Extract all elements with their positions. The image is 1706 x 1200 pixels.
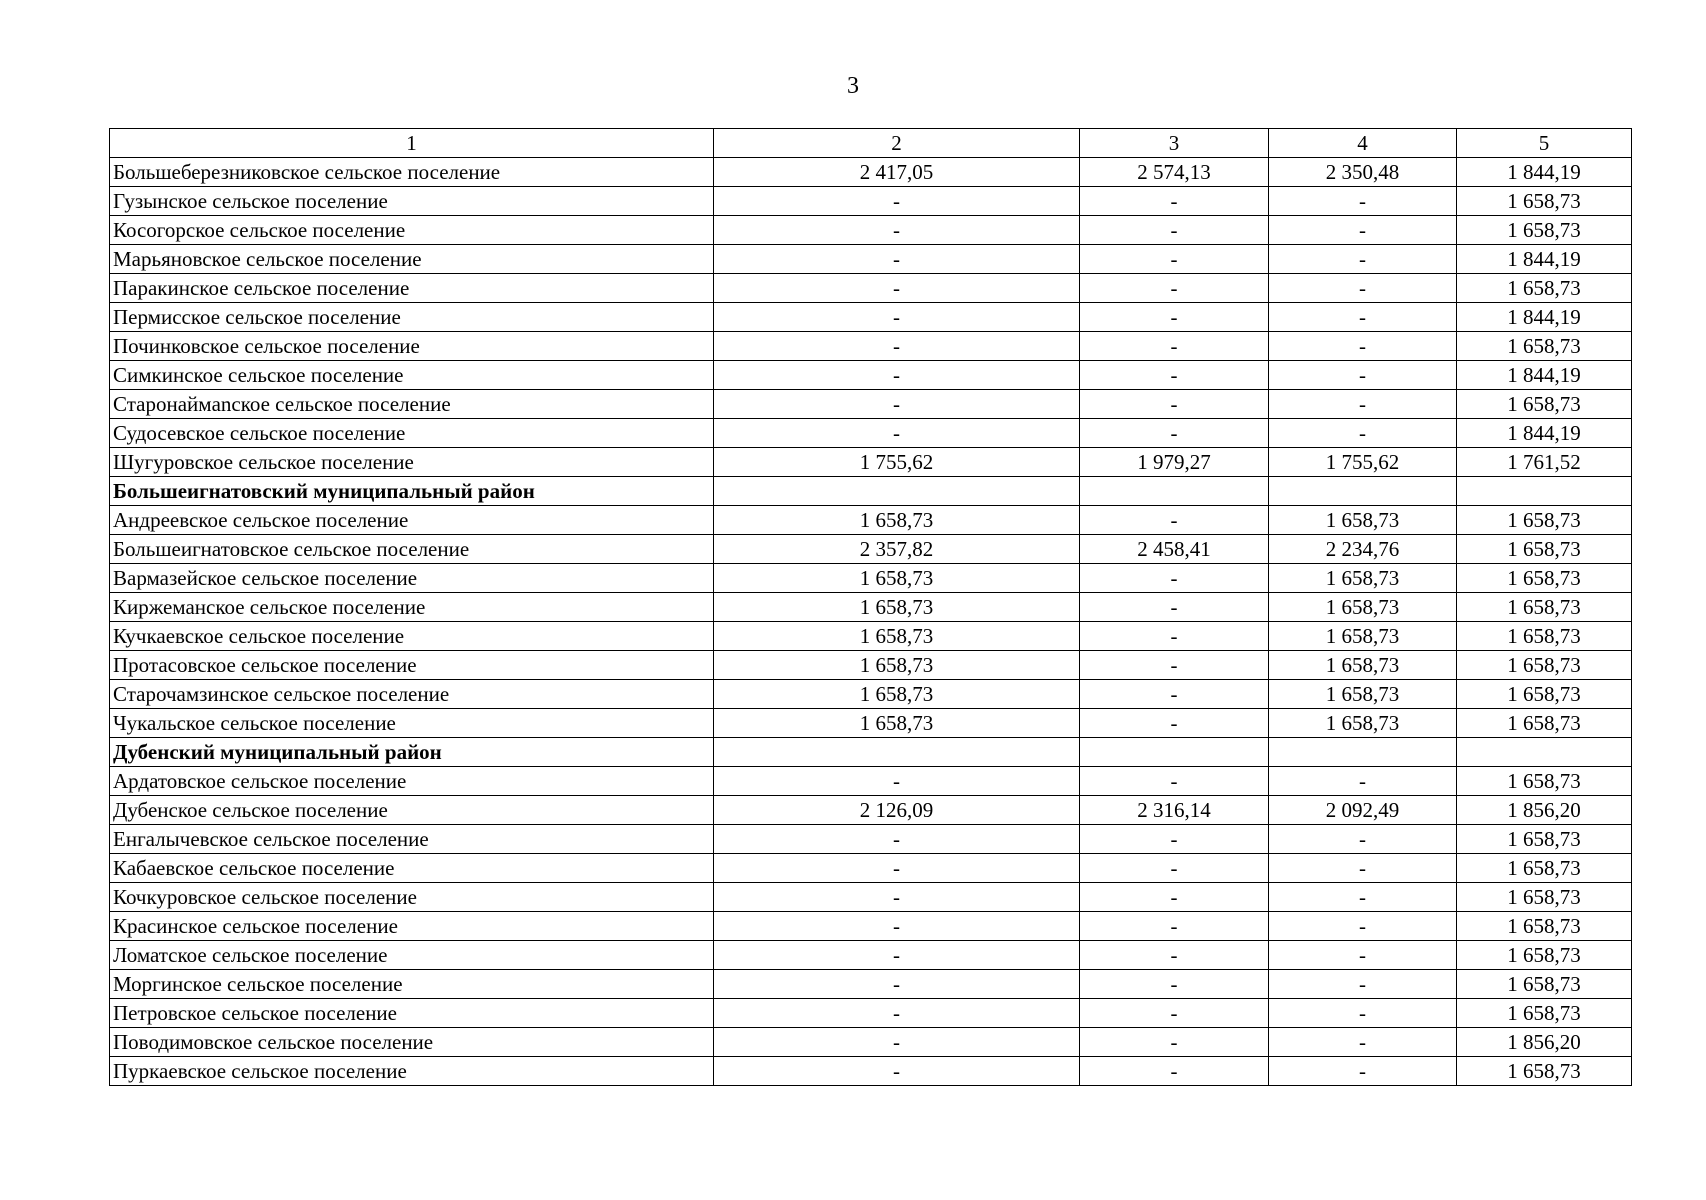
settlement-name: Кабаевское сельское поселение: [110, 854, 714, 883]
value-col-3: -: [1080, 187, 1269, 216]
table-row: [110, 361, 1632, 390]
value-col-2: -: [714, 999, 1080, 1028]
value-col-4: 2 350,48: [1269, 158, 1457, 187]
table-row: [110, 390, 1632, 419]
table-row: [110, 941, 1632, 970]
value-col-5: 1 658,73: [1457, 390, 1632, 419]
column-number-5: 5: [1457, 129, 1632, 158]
table-row: [110, 767, 1632, 796]
value-col-5: 1 658,73: [1457, 680, 1632, 709]
table-row: [110, 999, 1632, 1028]
value-col-2: -: [714, 767, 1080, 796]
value-col-2: 1 658,73: [714, 680, 1080, 709]
value-col-3: -: [1080, 506, 1269, 535]
value-col-2: -: [714, 883, 1080, 912]
settlement-name: Шугуровское сельское поселение: [110, 448, 714, 477]
value-col-5: 1 658,73: [1457, 825, 1632, 854]
value-col-3: 2 574,13: [1080, 158, 1269, 187]
settlement-name: Ломатское сельское поселение: [110, 941, 714, 970]
settlement-name: Паракинское сельское поселение: [110, 274, 714, 303]
value-col-2: 2 357,82: [714, 535, 1080, 564]
value-col-2: 1 755,62: [714, 448, 1080, 477]
settlement-name: Киржеманское сельское поселение: [110, 593, 714, 622]
value-col-3: 1 979,27: [1080, 448, 1269, 477]
settlement-name: Починковское сельское поселение: [110, 332, 714, 361]
page-number: 3: [847, 73, 859, 99]
value-col-2: -: [714, 970, 1080, 999]
table-row: [110, 1028, 1632, 1057]
table-row: [110, 796, 1632, 825]
value-col-5: 1 844,19: [1457, 419, 1632, 448]
value-col-5: 1 658,73: [1457, 332, 1632, 361]
section-row: [110, 738, 1632, 767]
table-row: [110, 622, 1632, 651]
value-col-4: 1 658,73: [1269, 506, 1457, 535]
settlement-name: Кочкуровское сельское поселение: [110, 883, 714, 912]
settlement-name: Судосевское сельское поселение: [110, 419, 714, 448]
value-col-5: 1 658,73: [1457, 564, 1632, 593]
value-col-4: -: [1269, 941, 1457, 970]
value-col-2: -: [714, 419, 1080, 448]
value-col-5: 1 856,20: [1457, 1028, 1632, 1057]
settlement-name: Поводимовское сельское поселение: [110, 1028, 714, 1057]
settlement-name: Старонаймanское сельское поселение: [110, 390, 714, 419]
value-col-4: 1 658,73: [1269, 680, 1457, 709]
value-col-2: -: [714, 216, 1080, 245]
value-col-2: -: [714, 274, 1080, 303]
table-row: [110, 912, 1632, 941]
table-row: [110, 680, 1632, 709]
value-col-5: [1457, 477, 1632, 506]
value-col-5: 1 658,73: [1457, 535, 1632, 564]
value-col-4: -: [1269, 854, 1457, 883]
table-row: [110, 245, 1632, 274]
value-col-5: 1 658,73: [1457, 187, 1632, 216]
value-col-3: -: [1080, 1057, 1269, 1086]
value-col-5: 1 658,73: [1457, 593, 1632, 622]
value-col-4: -: [1269, 303, 1457, 332]
table-row: [110, 1057, 1632, 1086]
table-row: [110, 970, 1632, 999]
settlement-name: Пуркаевское сельское поселение: [110, 1057, 714, 1086]
tariff-table: [109, 128, 1632, 1086]
value-col-5: 1 844,19: [1457, 303, 1632, 332]
value-col-3: -: [1080, 216, 1269, 245]
value-col-5: 1 844,19: [1457, 361, 1632, 390]
value-col-4: -: [1269, 216, 1457, 245]
value-col-3: [1080, 738, 1269, 767]
value-col-3: -: [1080, 825, 1269, 854]
table-row: [110, 651, 1632, 680]
value-col-5: 1 658,73: [1457, 883, 1632, 912]
settlement-name: Красинское сельское поселение: [110, 912, 714, 941]
value-col-2: 1 658,73: [714, 622, 1080, 651]
value-col-2: 2 126,09: [714, 796, 1080, 825]
table-row: [110, 883, 1632, 912]
table-row: [110, 187, 1632, 216]
value-col-3: -: [1080, 361, 1269, 390]
table-row: [110, 448, 1632, 477]
settlement-name: Гузынское сельское поселение: [110, 187, 714, 216]
value-col-4: 1 658,73: [1269, 622, 1457, 651]
value-col-5: 1 658,73: [1457, 651, 1632, 680]
value-col-3: -: [1080, 680, 1269, 709]
value-col-4: -: [1269, 390, 1457, 419]
value-col-3: [1080, 477, 1269, 506]
value-col-4: 2 234,76: [1269, 535, 1457, 564]
value-col-2: 1 658,73: [714, 651, 1080, 680]
column-number-3: 3: [1080, 129, 1269, 158]
settlement-name: Косогорское сельское поселение: [110, 216, 714, 245]
table-row: [110, 274, 1632, 303]
value-col-3: -: [1080, 564, 1269, 593]
value-col-5: 1 658,73: [1457, 1057, 1632, 1086]
value-col-4: -: [1269, 187, 1457, 216]
value-col-2: 1 658,73: [714, 709, 1080, 738]
settlement-name: Чукальское сельское поселение: [110, 709, 714, 738]
value-col-4: 1 658,73: [1269, 593, 1457, 622]
value-col-2: -: [714, 825, 1080, 854]
value-col-2: -: [714, 332, 1080, 361]
value-col-5: [1457, 738, 1632, 767]
settlement-name: Старочамзинское сельское поселение: [110, 680, 714, 709]
table-row: [110, 709, 1632, 738]
value-col-3: -: [1080, 912, 1269, 941]
settlement-name: Ардатовское сельское поселение: [110, 767, 714, 796]
district-name: Большеигнатовский муниципальный район: [110, 477, 714, 506]
value-col-3: -: [1080, 970, 1269, 999]
table-row: [110, 158, 1632, 187]
settlement-name: Большеберезниковское сельское поселение: [110, 158, 714, 187]
value-col-4: -: [1269, 1028, 1457, 1057]
value-col-2: -: [714, 303, 1080, 332]
value-col-3: -: [1080, 419, 1269, 448]
value-col-5: 1 658,73: [1457, 622, 1632, 651]
value-col-2: -: [714, 245, 1080, 274]
value-col-3: -: [1080, 245, 1269, 274]
table-row: [110, 419, 1632, 448]
settlement-name: Пермисское сельское поселение: [110, 303, 714, 332]
settlement-name: Дубенское сельское поселение: [110, 796, 714, 825]
value-col-2: 1 658,73: [714, 564, 1080, 593]
settlement-name: Енгалычевское сельское поселение: [110, 825, 714, 854]
value-col-3: -: [1080, 941, 1269, 970]
value-col-3: -: [1080, 651, 1269, 680]
value-col-3: -: [1080, 390, 1269, 419]
value-col-2: [714, 477, 1080, 506]
value-col-5: 1 844,19: [1457, 245, 1632, 274]
column-number-4: 4: [1269, 129, 1457, 158]
value-col-2: 2 417,05: [714, 158, 1080, 187]
table-row: [110, 506, 1632, 535]
value-col-3: 2 316,14: [1080, 796, 1269, 825]
value-col-3: -: [1080, 274, 1269, 303]
value-col-3: -: [1080, 1028, 1269, 1057]
value-col-4: -: [1269, 245, 1457, 274]
value-col-5: 1 658,73: [1457, 506, 1632, 535]
value-col-2: -: [714, 912, 1080, 941]
table-row: [110, 825, 1632, 854]
value-col-5: 1 658,73: [1457, 912, 1632, 941]
table-row: [110, 303, 1632, 332]
settlement-name: Вармазейское сельское поселение: [110, 564, 714, 593]
column-number-2: 2: [714, 129, 1080, 158]
column-number-1: 1: [110, 129, 714, 158]
table-row: [110, 564, 1632, 593]
value-col-5: 1 658,73: [1457, 854, 1632, 883]
settlement-name: Симкинское сельское поселение: [110, 361, 714, 390]
district-name: Дубенский муниципальный район: [110, 738, 714, 767]
value-col-4: -: [1269, 419, 1457, 448]
value-col-2: -: [714, 361, 1080, 390]
value-col-5: 1 856,20: [1457, 796, 1632, 825]
value-col-2: 1 658,73: [714, 506, 1080, 535]
settlement-name: Петровское сельское поселение: [110, 999, 714, 1028]
value-col-4: -: [1269, 883, 1457, 912]
table-body: [110, 129, 1632, 1086]
value-col-5: 1 658,73: [1457, 709, 1632, 738]
value-col-4: -: [1269, 767, 1457, 796]
value-col-4: -: [1269, 825, 1457, 854]
value-col-5: 1 658,73: [1457, 999, 1632, 1028]
value-col-4: 1 755,62: [1269, 448, 1457, 477]
value-col-3: -: [1080, 999, 1269, 1028]
table-row: [110, 593, 1632, 622]
value-col-5: 1 761,52: [1457, 448, 1632, 477]
value-col-4: 1 658,73: [1269, 564, 1457, 593]
settlement-name: Кучкаевское сельское поселение: [110, 622, 714, 651]
value-col-3: -: [1080, 709, 1269, 738]
value-col-4: [1269, 738, 1457, 767]
table-row: [110, 854, 1632, 883]
value-col-4: -: [1269, 970, 1457, 999]
value-col-4: 1 658,73: [1269, 709, 1457, 738]
value-col-3: -: [1080, 622, 1269, 651]
settlement-name: Протасовское сельское поселение: [110, 651, 714, 680]
value-col-4: -: [1269, 999, 1457, 1028]
value-col-5: 1 658,73: [1457, 274, 1632, 303]
value-col-2: -: [714, 854, 1080, 883]
value-col-2: -: [714, 187, 1080, 216]
value-col-3: -: [1080, 332, 1269, 361]
value-col-4: [1269, 477, 1457, 506]
value-col-4: 1 658,73: [1269, 651, 1457, 680]
value-col-4: -: [1269, 1057, 1457, 1086]
value-col-2: -: [714, 390, 1080, 419]
value-col-2: 1 658,73: [714, 593, 1080, 622]
settlement-name: Большеигнатовское сельское поселение: [110, 535, 714, 564]
value-col-4: 2 092,49: [1269, 796, 1457, 825]
value-col-5: 1 658,73: [1457, 941, 1632, 970]
value-col-2: [714, 738, 1080, 767]
value-col-3: -: [1080, 767, 1269, 796]
column-number-row: [110, 129, 1632, 158]
value-col-3: -: [1080, 854, 1269, 883]
value-col-4: -: [1269, 332, 1457, 361]
value-col-2: -: [714, 941, 1080, 970]
value-col-5: 1 658,73: [1457, 767, 1632, 796]
table-row: [110, 332, 1632, 361]
value-col-4: -: [1269, 361, 1457, 390]
section-row: [110, 477, 1632, 506]
table-row: [110, 216, 1632, 245]
value-col-4: -: [1269, 274, 1457, 303]
value-col-5: 1 658,73: [1457, 970, 1632, 999]
value-col-4: -: [1269, 912, 1457, 941]
value-col-5: 1 658,73: [1457, 216, 1632, 245]
value-col-3: 2 458,41: [1080, 535, 1269, 564]
settlement-name: Марьяновское сельское поселение: [110, 245, 714, 274]
value-col-5: 1 844,19: [1457, 158, 1632, 187]
value-col-3: -: [1080, 303, 1269, 332]
settlement-name: Андреевское сельское поселение: [110, 506, 714, 535]
value-col-3: -: [1080, 593, 1269, 622]
table-row: [110, 535, 1632, 564]
value-col-2: -: [714, 1028, 1080, 1057]
value-col-2: -: [714, 1057, 1080, 1086]
value-col-3: -: [1080, 883, 1269, 912]
settlement-name: Моргинское сельское поселение: [110, 970, 714, 999]
